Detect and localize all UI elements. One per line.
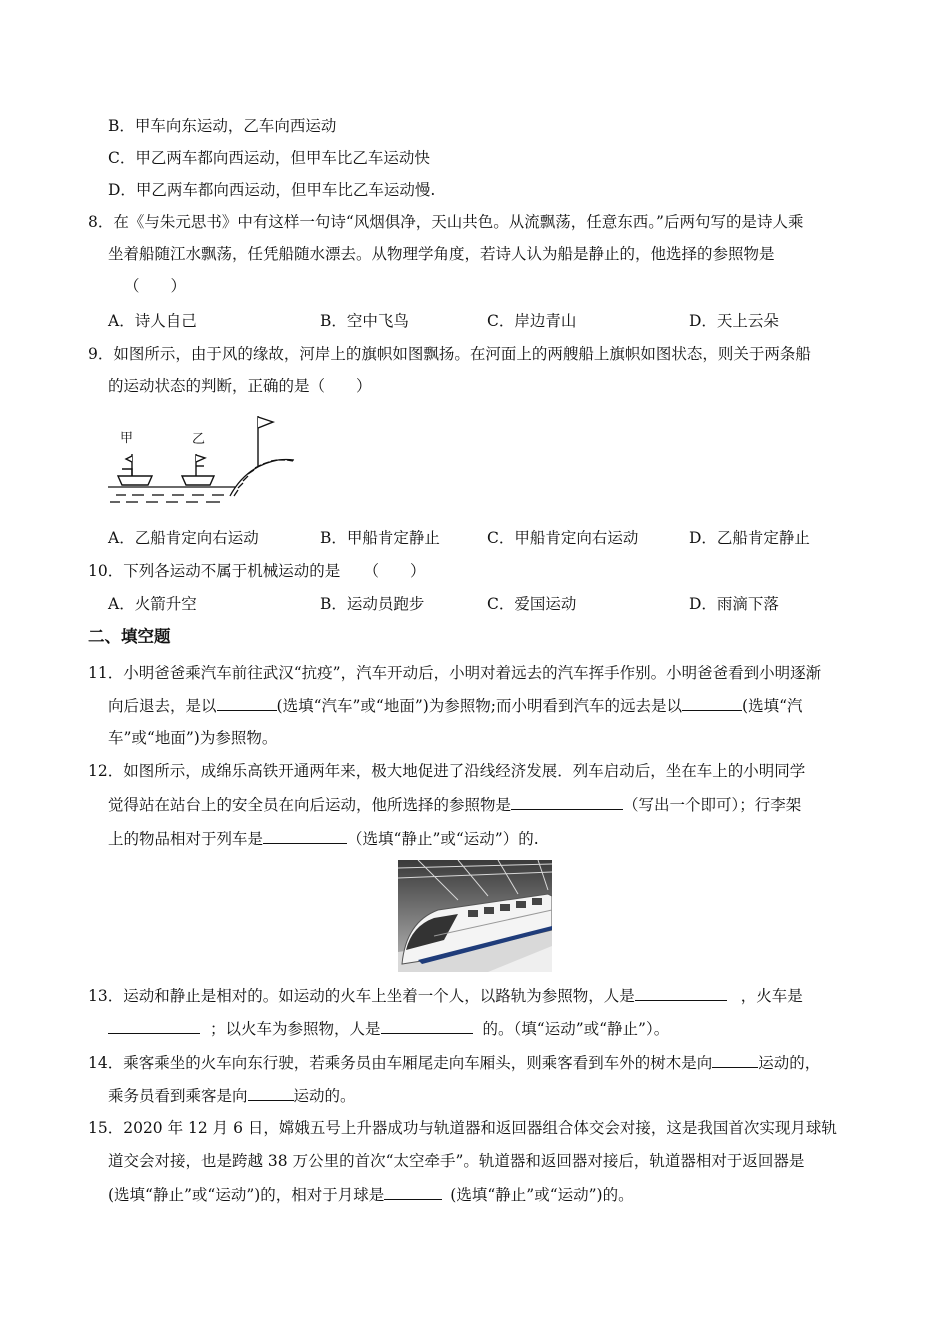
q7-option-c: C．甲乙两车都向西运动，但甲车比乙车运动快 <box>108 149 430 167</box>
q12-line2 <box>108 794 801 815</box>
q9-option-c: C．甲船肯定向右运动 <box>487 529 639 547</box>
q11-blank-1[interactable] <box>217 695 277 711</box>
q13-line1-text-b: ，火车是 <box>740 987 803 1005</box>
q12-line2-text-b: （写出一个即可）；行李架 <box>623 796 802 814</box>
q14-line2 <box>108 1085 356 1106</box>
q12-line2-text-a: 觉得站在站台上的安全员在向后运动，他所选择的参照物是 <box>108 796 512 814</box>
river-water <box>108 487 236 502</box>
section-heading-fill-in: 二、填空题 <box>88 627 171 646</box>
q9-line2: 的运动状态的判断，正确的是（ ） <box>108 377 372 395</box>
q10-option-a: A．火箭升空 <box>108 595 197 613</box>
figure-label-jia: 甲 <box>120 431 134 446</box>
q14-blank-2[interactable] <box>248 1085 294 1101</box>
q8-line2: 坐着船随江水飘荡，任凭船随水漂去。从物理学角度，若诗人认为船是静止的，他选择的参照物是 <box>108 245 775 263</box>
q8-option-c: C．岸边青山 <box>487 312 577 330</box>
q7-option-d: D．甲乙两车都向西运动，但甲车比乙车运动慢. <box>108 181 436 199</box>
q12-line3-text-a: 上的物品相对于列车是 <box>108 830 264 848</box>
q10-option-b: B．运动员跑步 <box>320 595 425 613</box>
q15-blank-1[interactable] <box>384 1184 442 1200</box>
q8-option-b: B．空中飞鸟 <box>320 312 409 330</box>
q9-option-a: A．乙船肯定向右运动 <box>108 529 259 547</box>
q13-line1 <box>88 985 803 1006</box>
q13-line2 <box>108 1018 669 1039</box>
q11-line2 <box>108 695 803 716</box>
q13-blank-1[interactable] <box>635 985 727 1001</box>
q13-line2-text-b: 的。（填“运动”或“静止”）。 <box>482 1020 670 1038</box>
shore-flag <box>258 416 273 466</box>
q13-blank-3[interactable] <box>381 1018 473 1034</box>
q10-option-c: C．爱国运动 <box>487 595 577 613</box>
q11-line2-text-c: (选填“汽 <box>742 697 803 715</box>
q14-line1 <box>88 1052 820 1073</box>
q13-blank-2[interactable] <box>108 1018 200 1034</box>
q10-line1: 10．下列各运动不属于机械运动的是 （ ） <box>88 562 426 580</box>
q9-option-b: B．甲船肯定静止 <box>320 529 440 547</box>
high-speed-train-photo <box>398 860 552 972</box>
q15-line3 <box>108 1184 634 1205</box>
q14-line1-text-b: 运动的， <box>758 1054 821 1072</box>
q8-option-a: A．诗人自己 <box>108 312 197 330</box>
q10-option-d: D．雨滴下落 <box>689 595 779 613</box>
boat-yi <box>182 454 214 485</box>
q14-line2-text-b: 运动的。 <box>293 1087 356 1105</box>
q12-line3 <box>108 828 539 849</box>
q14-line1-text-a: 14．乘客乘坐的火车向东行驶，若乘务员由车厢尾走向车厢头，则乘客看到车外的树木是向 <box>88 1054 713 1072</box>
q9-line1: 9．如图所示，由于风的缘故，河岸上的旗帜如图飘扬。在河面上的两艘船上旗帜如图状态，则关于两条船 <box>88 345 811 363</box>
q8-line1: 8．在《与朱元思书》中有这样一句诗“风烟俱净，天山共色。从流飘荡，任意东西。”后两句写的是诗人乘 <box>88 213 804 231</box>
boats-flags-figure <box>108 410 298 516</box>
q14-blank-1[interactable] <box>712 1052 758 1068</box>
q13-line1-text-a: 13．运动和静止是相对的。如运动的火车上坐着一个人，以路轨为参照物，人是 <box>88 987 635 1005</box>
q12-blank-1[interactable] <box>511 794 623 810</box>
q8-option-d: D．天上云朵 <box>689 312 779 330</box>
q11-line2-text-b: (选填“汽车”或“地面”)为参照物;而小明看到汽车的远去是以 <box>276 697 683 715</box>
q11-blank-2[interactable] <box>682 695 742 711</box>
q12-blank-2[interactable] <box>263 828 347 844</box>
boat-jia <box>118 454 152 485</box>
q11-line1: 11．小明爸爸乘汽车前往武汉“抗疫”，汽车开动后，小明对着远去的汽车挥手作别。小明爸爸看到小明逐渐 <box>88 664 822 682</box>
q11-line2-text-a: 向后退去，是以 <box>108 697 217 715</box>
q15-line3-text-a: (选填“静止”或“运动”)的，相对于月球是 <box>108 1186 385 1204</box>
q12-line1: 12．如图所示，成绵乐高铁开通两年来，极大地促进了沿线经济发展．列车启动后，坐在车上的小明同学 <box>88 762 806 780</box>
figure-label-yi: 乙 <box>192 432 206 447</box>
q12-line3-text-b: （选填“静止”或“运动”）的. <box>347 830 539 848</box>
q13-line2-text-a: ；以火车为参照物，人是 <box>210 1020 381 1038</box>
q14-line2-text-a: 乘务员看到乘客是向 <box>108 1087 248 1105</box>
q15-line2: 道交会对接，也是跨越 38 万公里的首次“太空牵手”。轨道器和返回器对接后，轨道器相对于返回器是 <box>108 1152 805 1170</box>
q8-paren: （ ） <box>124 277 187 295</box>
q7-option-b: B．甲车向东运动，乙车向西运动 <box>108 117 337 135</box>
q9-option-d: D．乙船肯定静止 <box>689 529 810 547</box>
q11-line3: 车”或“地面”)为参照物。 <box>108 729 278 747</box>
q15-line3-text-b: (选填“静止”或“运动”)的。 <box>450 1186 634 1204</box>
q15-line1: 15．2020 年 12 月 6 日，嫦娥五号上升器成功与轨道器和返回器组合体交会对接，这是我国首次实现月球轨 <box>88 1119 837 1137</box>
riverbank <box>230 460 294 497</box>
